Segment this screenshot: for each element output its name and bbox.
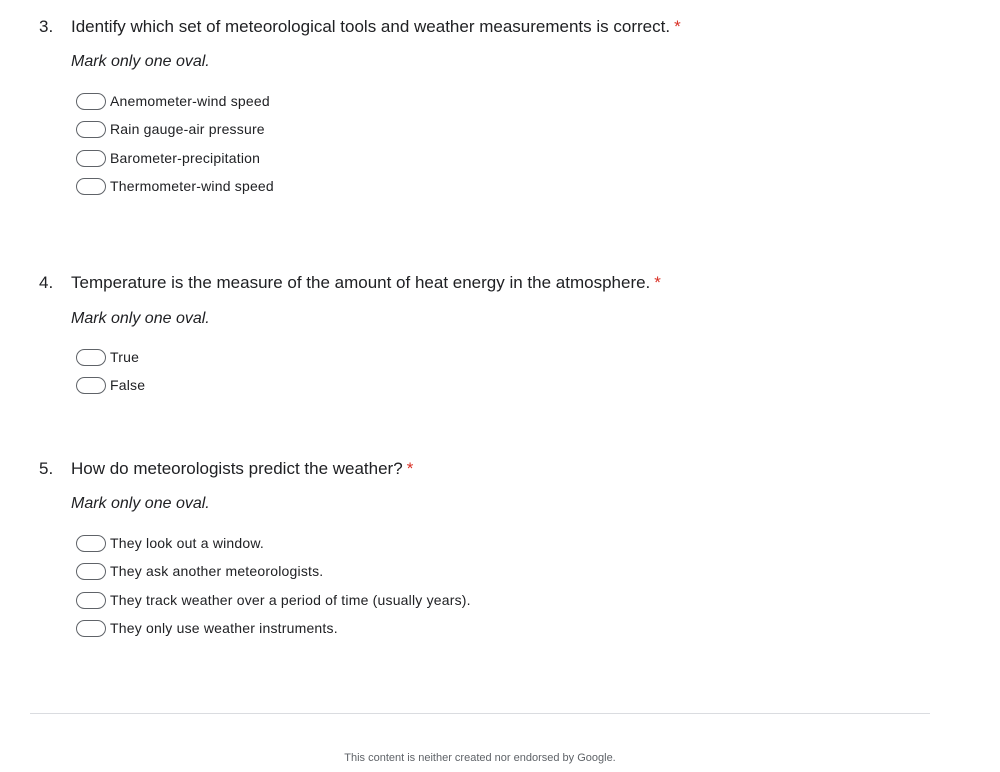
option-item[interactable]: [0, 177, 600, 197]
radio-oval[interactable]: [76, 535, 106, 552]
option-item[interactable]: [0, 619, 600, 639]
option-item[interactable]: [0, 348, 600, 368]
question-instruction: Mark only one oval.: [71, 495, 210, 512]
option-label: They look out a window.: [110, 535, 265, 551]
footer-divider: [30, 713, 930, 714]
option-label: Thermometer-wind speed: [110, 178, 274, 194]
radio-oval[interactable]: [76, 178, 106, 195]
question-instruction: Mark only one oval.: [71, 310, 210, 327]
radio-oval[interactable]: [76, 93, 106, 110]
option-item[interactable]: [0, 376, 600, 396]
option-item[interactable]: [0, 562, 600, 582]
radio-oval[interactable]: [76, 563, 106, 580]
required-asterisk: *: [406, 459, 414, 478]
option-label: Barometer-precipitation: [110, 150, 261, 166]
question-header: [0, 457, 1000, 481]
option-label: They track weather over a period of time (usually years).: [110, 592, 471, 608]
option-label: Anemometer-wind speed: [110, 93, 270, 109]
option-item[interactable]: [0, 591, 600, 611]
question-number: 5.: [39, 459, 54, 478]
question-instruction: Mark only one oval.: [71, 53, 210, 70]
radio-oval[interactable]: [76, 349, 106, 366]
footer-disclaimer: This content is neither created nor endorsed by Google.: [344, 752, 616, 764]
question-title-text: Temperature is the measure of the amount of heat energy in the atmosphere.: [71, 273, 651, 292]
question-number: 4.: [39, 273, 54, 292]
question-title: [71, 271, 661, 295]
option-label: True: [110, 349, 140, 365]
option-label: False: [110, 377, 146, 393]
question-title: [71, 457, 413, 481]
option-item[interactable]: [0, 92, 600, 112]
radio-oval[interactable]: [76, 150, 106, 167]
question-header: [0, 271, 1000, 295]
radio-oval[interactable]: [76, 620, 106, 637]
question-number: 3.: [39, 17, 54, 36]
radio-oval[interactable]: [76, 377, 106, 394]
question-header: [0, 15, 1000, 39]
question-title-text: How do meteorologists predict the weather?: [71, 459, 403, 478]
question-title-text: Identify which set of meteorological tools and weather measurements is correct.: [71, 17, 671, 36]
option-label: Rain gauge-air pressure: [110, 121, 265, 137]
radio-oval[interactable]: [76, 592, 106, 609]
question-title: [71, 15, 681, 39]
option-item[interactable]: [0, 120, 600, 140]
radio-oval[interactable]: [76, 121, 106, 138]
required-asterisk: *: [654, 273, 661, 292]
option-label: They only use weather instruments.: [110, 620, 338, 636]
option-item[interactable]: [0, 534, 600, 554]
required-asterisk: *: [674, 17, 681, 36]
option-label: They ask another meteorologists.: [110, 563, 324, 579]
option-item[interactable]: [0, 149, 600, 169]
